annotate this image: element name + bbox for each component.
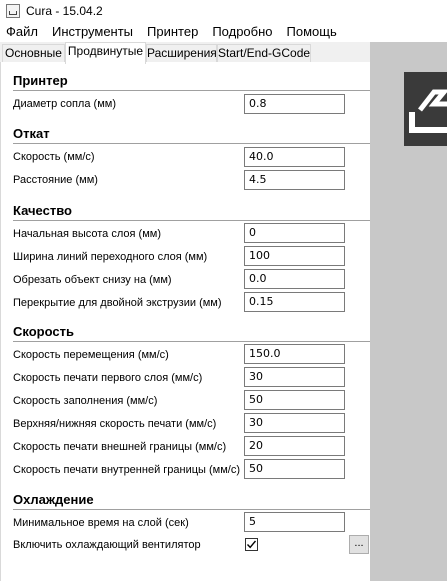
minimal-layer-time-input[interactable]: 5 <box>244 512 345 532</box>
section-divider <box>13 220 370 221</box>
section-title-speed: Скорость <box>13 324 74 339</box>
menu-expert[interactable]: Подробно <box>212 24 273 39</box>
bottom-layer-speed-label: Скорость печати первого слоя (мм/с) <box>13 372 203 384</box>
section-divider <box>13 143 370 144</box>
retraction-distance-label: Расстояние (мм) <box>13 174 98 186</box>
cut-off-bottom-input[interactable]: 0.0 <box>244 269 345 289</box>
model-preview-area[interactable] <box>370 42 447 581</box>
top-bottom-speed-label: Верхняя/нижняя скорость печати (мм/с) <box>13 418 217 430</box>
initial-layer-width-input[interactable]: 100 <box>244 246 345 266</box>
load-model-icon <box>404 72 447 146</box>
top-bottom-speed-input[interactable]: 30 <box>244 413 345 433</box>
outer-shell-speed-label: Скорость печати внешней границы (мм/с) <box>13 441 227 453</box>
advanced-settings-panel <box>0 62 370 581</box>
infill-speed-label: Скорость заполнения (мм/с) <box>13 395 158 407</box>
dual-extrusion-overlap-input[interactable]: 0.15 <box>244 292 345 312</box>
tab-basic[interactable]: Основные <box>2 44 65 63</box>
menu-tools[interactable]: Инструменты <box>51 24 134 39</box>
inner-shell-speed-input[interactable]: 50 <box>244 459 345 479</box>
menu-file[interactable]: Файл <box>6 24 38 39</box>
inner-shell-speed-label: Скорость печати внутренней границы (мм/с) <box>13 464 241 476</box>
menu-help[interactable]: Помощь <box>286 24 337 39</box>
travel-speed-label: Скорость перемещения (мм/с) <box>13 349 169 361</box>
cooling-fan-checkbox[interactable] <box>245 538 258 551</box>
cooling-fan-settings-button[interactable]: ... <box>349 535 369 554</box>
section-title-printer: Принтер <box>13 73 68 88</box>
section-title-quality: Качество <box>13 203 72 218</box>
minimal-layer-time-label: Минимальное время на слой (сек) <box>13 517 189 529</box>
nozzle-size-input[interactable]: 0.8 <box>244 94 345 114</box>
retraction-distance-input[interactable]: 4.5 <box>244 170 345 190</box>
dual-extrusion-overlap-label: Перекрытие для двойной экструзии (мм) <box>13 297 222 309</box>
load-model-button[interactable] <box>404 72 447 146</box>
cut-off-bottom-label: Обрезать объект снизу на (мм) <box>13 274 172 286</box>
section-title-cooling: Охлаждение <box>13 492 94 507</box>
retraction-speed-label: Скорость (мм/с) <box>13 151 95 163</box>
checkmark-icon <box>246 539 257 550</box>
tab-start-end-gcode[interactable]: Start/End-GCode <box>217 44 311 63</box>
nozzle-size-label: Диаметр сопла (мм) <box>13 98 116 110</box>
cura-app-icon <box>6 4 20 18</box>
title-bar <box>0 0 447 22</box>
window-title: Cura - 15.04.2 <box>26 4 103 18</box>
initial-layer-thickness-label: Начальная высота слоя (мм) <box>13 228 161 240</box>
section-divider <box>13 90 370 91</box>
infill-speed-input[interactable]: 50 <box>244 390 345 410</box>
retraction-speed-input[interactable]: 40.0 <box>244 147 345 167</box>
settings-tabs <box>0 42 370 63</box>
travel-speed-input[interactable]: 150.0 <box>244 344 345 364</box>
bottom-layer-speed-input[interactable]: 30 <box>244 367 345 387</box>
cooling-fan-label: Включить охлаждающий вентилятор <box>13 539 201 551</box>
tab-plugins[interactable]: Расширения <box>146 44 217 63</box>
menu-bar <box>0 22 447 42</box>
section-divider <box>13 509 370 510</box>
outer-shell-speed-input[interactable]: 20 <box>244 436 345 456</box>
menu-machine[interactable]: Принтер <box>147 24 199 39</box>
initial-layer-width-label: Ширина линий переходного слоя (мм) <box>13 251 208 263</box>
tab-advanced[interactable]: Продвинутые <box>65 42 146 64</box>
section-title-retraction: Откат <box>13 126 50 141</box>
section-divider <box>13 341 370 342</box>
initial-layer-thickness-input[interactable]: 0 <box>244 223 345 243</box>
